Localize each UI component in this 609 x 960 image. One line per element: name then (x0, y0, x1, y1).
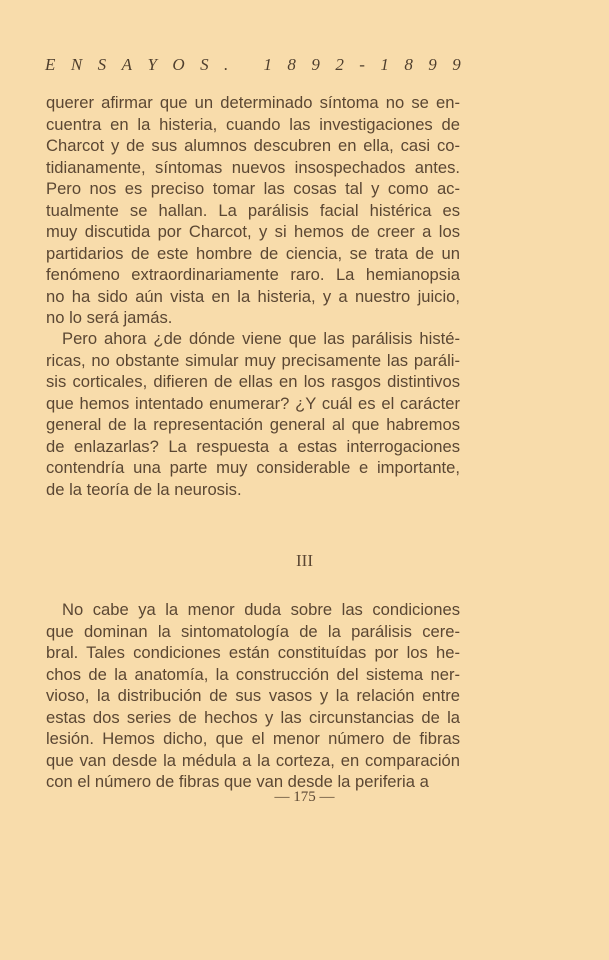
header-letter: O (172, 55, 185, 74)
header-letter: S (200, 55, 209, 74)
running-header (45, 55, 461, 75)
text-line: chos de la anatomía, la construcción del sistema ner- (46, 664, 460, 684)
header-letter: - (359, 55, 365, 74)
header-letter: E (45, 55, 56, 74)
header-letter: 9 (452, 55, 461, 74)
text-line: que van desde la médula a la corteza, en comparación (46, 750, 460, 770)
text-line: que dominan la sintomatología de la parálisis cere- (46, 621, 460, 641)
text-line: que hemos intentado enumerar? ¿Y cuál es el carácter (46, 393, 460, 413)
header-letter: 1 (380, 55, 389, 74)
text-line: Pero nos es preciso tomar las cosas tal y como ac- (46, 179, 460, 198)
text-line: vioso, la distribución de sus vasos y la relación entre (46, 686, 460, 705)
header-letter (244, 55, 248, 75)
text-line: con el número de fibras que van desde la periferia a (46, 772, 429, 791)
text-line: tidianamente, síntomas nuevos insospechados antes. (46, 157, 460, 177)
text-line: Pero ahora ¿de dónde viene que las parálisis histé- (62, 329, 460, 348)
text-line: contendría una parte muy considerable e importante, (46, 458, 460, 477)
text-line: partidarios de este hombre de ciencia, se trata de un (46, 243, 460, 263)
text-line: no ha sido aún vista en la histeria, y a nuestro juicio, (46, 286, 460, 306)
text-line: sis corticales, difieren de ellas en los rasgos distintivos (46, 372, 460, 391)
text-line: Charcot y de sus alumnos descubren en ella, casi co- (46, 136, 460, 155)
header-letter: . (224, 55, 229, 74)
text-line: de la teoría de la neurosis. (46, 479, 242, 499)
header-letter: 8 (404, 55, 413, 74)
text-line: tualmente se hallan. La parálisis facial histérica es (46, 200, 460, 220)
text-line: fenómeno extraordinariamente raro. La hemianopsia (46, 265, 460, 284)
text-line: querer afirmar que un determinado síntoma no se en- (46, 93, 460, 112)
text-line: no lo será jamás. (46, 308, 173, 327)
text-line: No cabe ya la menor duda sobre las condiciones (62, 600, 460, 619)
paragraph-3 (46, 599, 460, 793)
header-letter: Y (147, 55, 157, 74)
text-line: cuentra en la histeria, cuando las investigaciones de (46, 114, 460, 134)
text-line: bral. Tales condiciones están constituídas por los he- (46, 643, 460, 662)
header-letter: 1 (263, 55, 272, 74)
text-line: lesión. Hemos dicho, que el menor número de fibras (46, 729, 460, 748)
paragraph-2 (46, 328, 460, 500)
header-letter: 2 (335, 55, 344, 74)
page-number: — 175 — (274, 789, 335, 805)
header-letter: A (121, 55, 132, 74)
text-line: estas dos series de hechos y las circunstancias de la (46, 707, 460, 727)
header-letter: 9 (311, 55, 320, 74)
text-line: general de la representación general al que habremos (46, 415, 460, 434)
header-letter: N (70, 55, 83, 74)
paragraph-1 (46, 92, 460, 329)
header-letter: 9 (428, 55, 437, 74)
text-line: muy discutida por Charcot, y si hemos de creer a los (46, 222, 460, 241)
header-letter: 8 (287, 55, 296, 74)
text-line: de enlazarlas? La respuesta a estas interrogaciones (46, 436, 460, 456)
section-heading: III (296, 551, 313, 570)
header-letter: S (97, 55, 107, 74)
text-line: ricas, no obstante simular muy precisamente las paráli- (46, 350, 460, 370)
